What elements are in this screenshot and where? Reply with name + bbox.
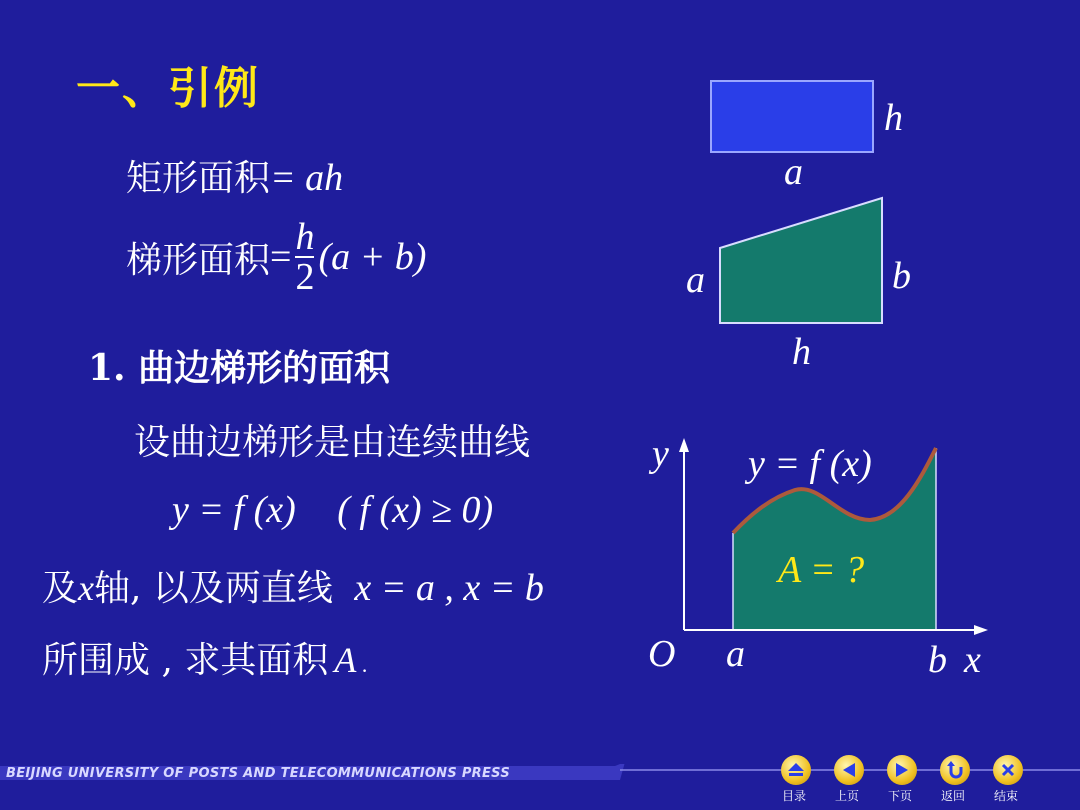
- nav-back-label[interactable]: 返回: [941, 789, 966, 803]
- trap-area-label: 梯形面积: [126, 239, 271, 281]
- nav-prev-label[interactable]: 上页: [835, 789, 860, 803]
- curve-label-b: b: [928, 639, 947, 681]
- body-line-3-x: x: [78, 568, 94, 608]
- y-axis-arrow: [679, 438, 689, 452]
- body-line-4-end: .: [362, 652, 368, 677]
- nav-next-label[interactable]: 下页: [888, 789, 913, 803]
- triangle-left-icon: [839, 760, 859, 780]
- curve-label-func: y = f (x): [748, 443, 872, 485]
- curve-label-x: x: [964, 639, 981, 681]
- nav-prev-button[interactable]: [834, 755, 864, 785]
- trap-area-eq: =: [270, 236, 292, 278]
- publisher-name: BEIJING UNIVERSITY OF POSTS AND TELECOMMUNICATIONS PRESS: [6, 766, 511, 781]
- rectangle-shape: [711, 81, 873, 152]
- rect-label-h: h: [884, 97, 903, 139]
- area-symbol: A: [334, 640, 357, 680]
- rect-area-eq: = ah: [270, 157, 344, 199]
- body-line-4-text: 所围成 , 求其面积: [42, 640, 329, 681]
- trapezoid-shape: [720, 198, 882, 323]
- eject-icon: [786, 760, 806, 780]
- nav-next-button[interactable]: [887, 755, 917, 785]
- curve-label-a: a: [726, 633, 745, 675]
- body-line-3-mid: 轴, 以及两直线: [94, 568, 333, 609]
- trap-label-b: b: [892, 255, 911, 297]
- triangle-right-icon: [892, 760, 912, 780]
- nav-toc-label[interactable]: 目录: [782, 789, 807, 803]
- curve-label-y: y: [652, 433, 669, 475]
- rect-area-label: 矩形面积: [126, 158, 271, 199]
- curve-label-area: A = ?: [778, 549, 865, 591]
- x-axis-arrow: [974, 625, 988, 635]
- function-expression: y = f (x): [172, 489, 296, 531]
- nav-toc-button[interactable]: [781, 755, 811, 785]
- nav-back-button[interactable]: [940, 755, 970, 785]
- return-arrow-icon: [945, 760, 965, 780]
- trap-label-a: a: [686, 259, 705, 301]
- trap-area-rest: (a + b): [318, 236, 427, 278]
- trap-fraction-num: h: [295, 216, 315, 258]
- curve-label-origin: O: [648, 633, 676, 675]
- nav-end-label[interactable]: 结束: [994, 789, 1019, 803]
- function-condition: ( f (x) ≥ 0): [337, 489, 494, 531]
- nav-end-button[interactable]: [993, 755, 1023, 785]
- section-title: 曲边梯形的面积: [138, 347, 391, 389]
- body-line-1: 设曲边梯形是由连续曲线: [134, 422, 531, 463]
- trap-fraction-den: 2: [295, 256, 315, 298]
- slide-title: 一、引例: [76, 63, 260, 114]
- close-icon: [998, 760, 1018, 780]
- vertical-lines-eq: x = a , x = b: [354, 567, 544, 609]
- body-line-3-pre: 及: [42, 568, 79, 609]
- rect-label-a: a: [784, 151, 803, 193]
- section-number: 1.: [88, 347, 126, 389]
- trap-label-h: h: [792, 331, 811, 373]
